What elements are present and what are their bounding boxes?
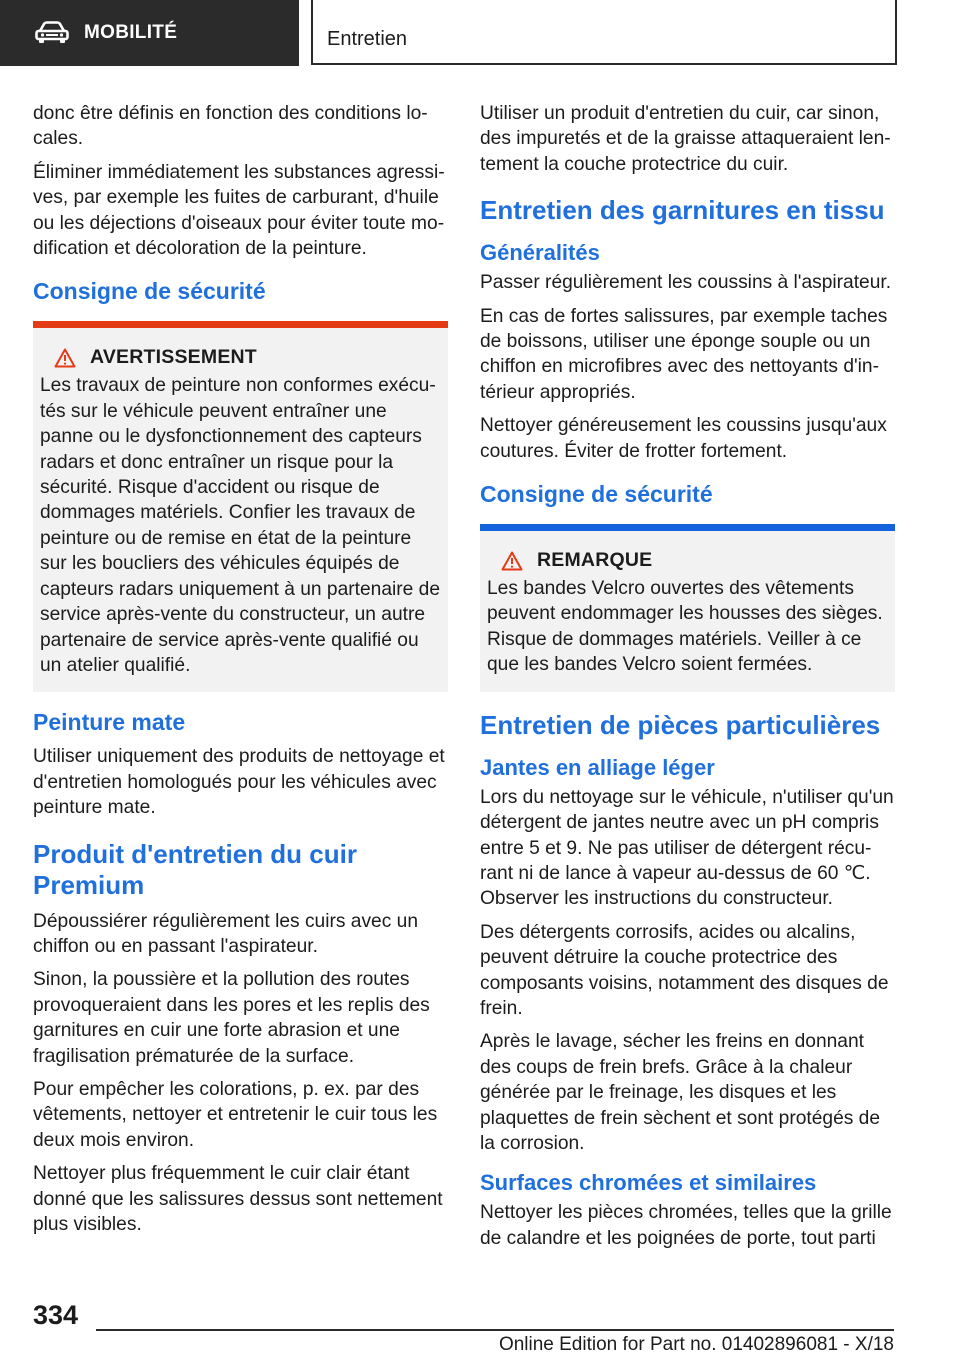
paragraph: Éliminer immédiatement les substances agressives, par exemple les fuites de carburant, d'huile ou les déjections d'oiseaux pour éviter toute modification et décoloration de la peinture. (33, 161, 445, 260)
section-heading: Peinture mate (33, 709, 186, 736)
subsection-heading: Généralités (480, 240, 600, 266)
paragraph: En cas de fortes salissures, par exemple taches de boissons, utiliser une éponge souple ou un chiffon en microfibres avec des nettoyants d'intérieur appropriés. (480, 305, 888, 403)
paragraph: Nettoyer généreusement les coussins jusqu'aux coutures. Éviter de frotter fortement. (480, 415, 887, 462)
section-heading: Consigne de sécurité (480, 481, 713, 508)
edition-info: Online Edition for Part no. 01402896081 - X/18 (498, 1334, 894, 1355)
paragraph: Lors du nettoyage sur le véhicule, n'utiliser qu'un détergent de jantes neutre avec un pH compris entre 5 et 9. Ne pas utiliser de détergent récurant ni de lance à vapeur au-dessus de 60 ℃. Observer les instructions du constructeur. (480, 786, 894, 910)
page-header (0, 0, 960, 66)
warning-triangle-icon (54, 348, 76, 368)
paragraph: Utiliser un produit d'entretien du cuir, car sinon, des impuretés et de la graisse attaqueraient lentement la couche protectrice du cuir. (480, 103, 891, 175)
subsection-heading: Jantes en alliage léger (480, 754, 715, 780)
note-title (487, 549, 888, 572)
paragraph: Dépoussiérer régulièrement les cuirs avec un chiffon ou en passant l'aspirateur. (33, 910, 418, 957)
chapter-heading: Entretien de pièces particulières (480, 709, 881, 740)
section-tab[interactable] (0, 0, 299, 66)
warning-box (33, 321, 448, 692)
warning-triangle-icon (501, 551, 523, 571)
note-box (480, 524, 895, 692)
paragraph: Pour empêcher les colorations, p. ex. par des vêtements, nettoyer et entretenir le cuir tous les deux mois environ. (33, 1078, 438, 1151)
note-label: REMARQUE (537, 549, 653, 572)
section-heading: Consigne de sécurité (33, 278, 266, 305)
chapter-tab[interactable] (311, 0, 897, 65)
paragraph: donc être définis en fonction des conditions locales. (33, 103, 428, 150)
paragraph: Sinon, la poussière et la pollution des routes provoqueraient dans les pores et les replis des garnitures en cuir une forte abrasion et une fragilisation prématurée de la surface. (33, 969, 430, 1067)
paragraph: Passer régulièrement les coussins à l'aspirateur. (480, 272, 892, 294)
chapter-label: Entretien (327, 28, 408, 50)
paragraph: Après le lavage, sécher les freins en donnant des coups de frein brefs. Grâce à la chaleur générée par le freinage, les disques et les plaquettes de frein sèchent et sont protégés de la corrosion. (480, 1031, 881, 1154)
chapter-heading: Entretien des garnitures en tissu (480, 195, 885, 226)
right-column (480, 101, 895, 1259)
page-number: 334 (33, 1300, 79, 1330)
warning-label: AVERTISSEMENT (90, 346, 257, 369)
paragraph: Nettoyer les pièces chromées, telles que la grille de calandre et les poignées de porte, tout parti (480, 1202, 892, 1249)
warning-text: Les travaux de peinture non conformes exécutés sur le véhicule peuvent entraîner une panne ou le dysfonctionnement des capteurs radars et donc entraîner un risque pour la sécurité. Risque d'accident ou risque de dommages matériels. Confier les travaux de peinture ou de remise en état de la peinture sur les boucliers des véhicules équipés de capteurs radars uniquement à un partenaire de service après-vente du constructeur, un autre partenaire de service après-vente qualifié ou un atelier qualifié. (40, 375, 440, 676)
footer-divider (96, 1329, 894, 1331)
note-text: Les bandes Velcro ouvertes des vêtements peuvent endommager les housses des sièges. Risque de dommages matériels. Veiller à ce que les bandes Velcro soient fermées. (487, 578, 883, 676)
left-column (33, 101, 448, 1245)
subsection-heading: Surfaces chromées et similaires (480, 1170, 817, 1196)
section-label: MOBILITÉ (84, 22, 178, 43)
paragraph: Utiliser uniquement des produits de nettoyage et d'entretien homologués pour les véhicules avec peinture mate. (33, 746, 445, 819)
car-icon (34, 21, 70, 45)
chapter-heading: Produit d'entretien du cuir Premium (33, 838, 357, 900)
paragraph: Nettoyer plus fréquemment le cuir clair étant donné que les salissures dessus sont nettement plus visibles. (33, 1163, 443, 1235)
paragraph: Des détergents corrosifs, acides ou alcalins, peuvent détruire la couche protectrice des composants voisins, notamment des disques de frein. (480, 921, 889, 1019)
warning-title (40, 346, 441, 369)
